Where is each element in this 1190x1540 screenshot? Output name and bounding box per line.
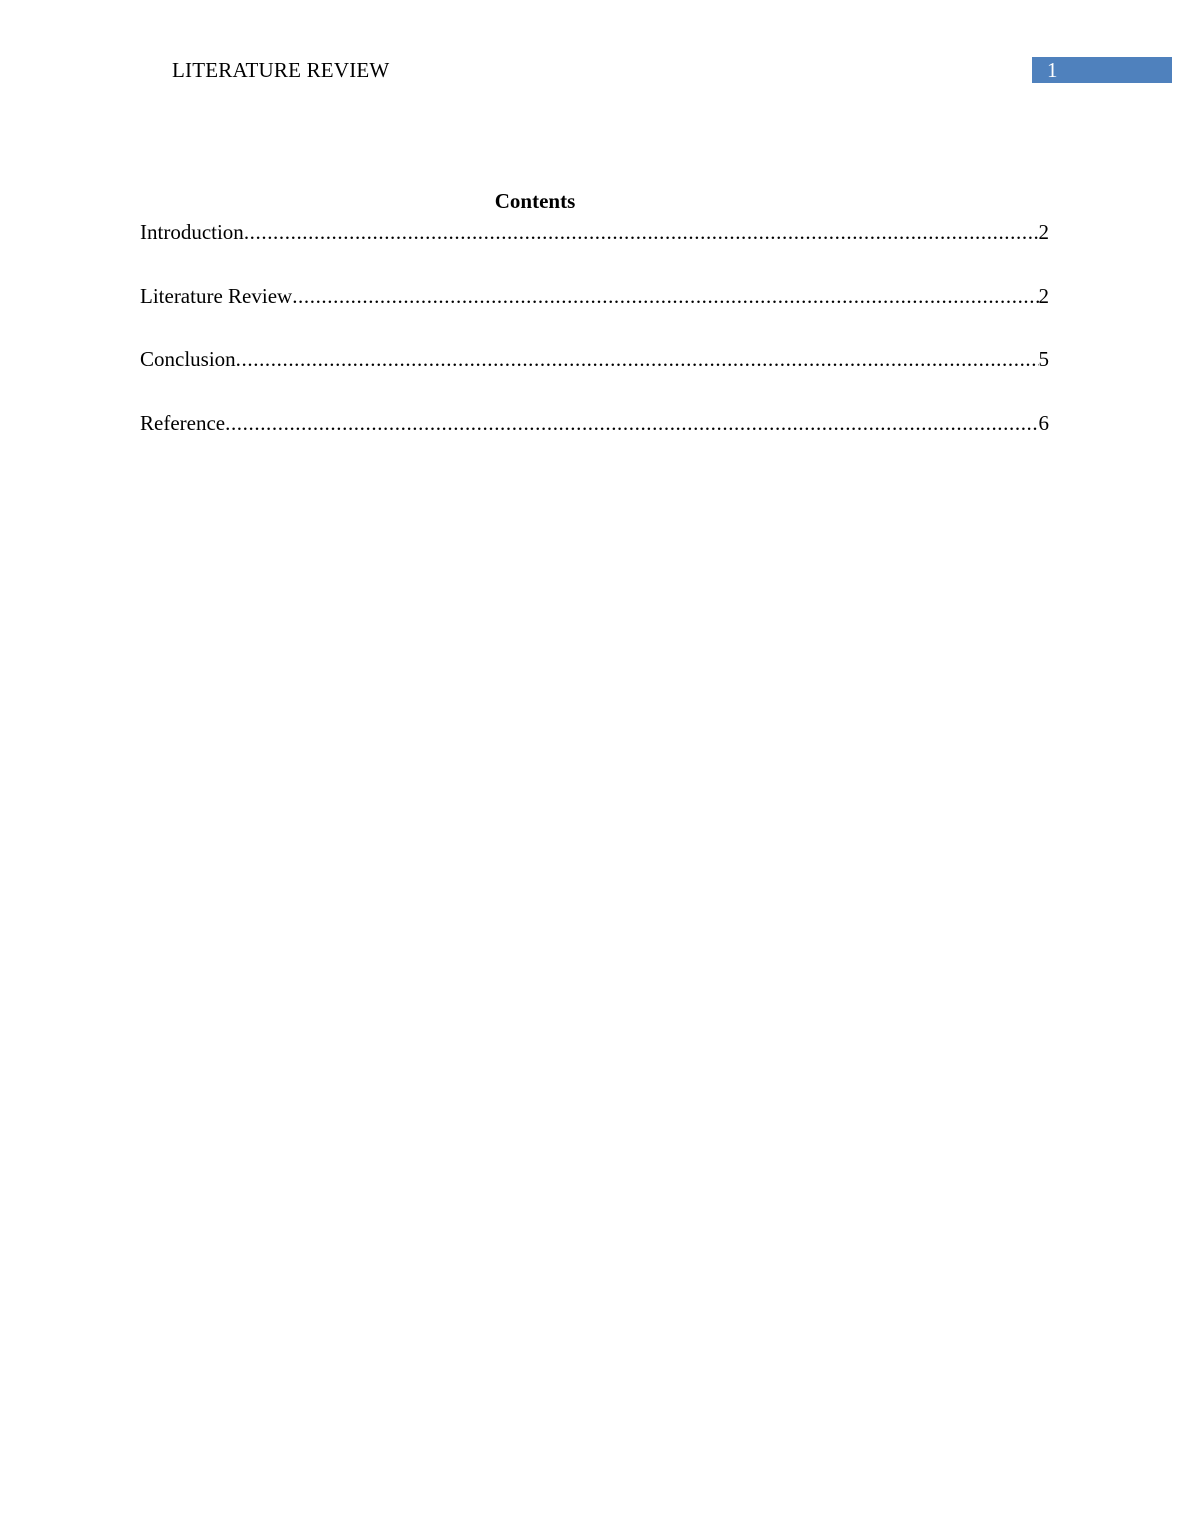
toc-entry-page: 2 — [1038, 220, 1049, 244]
toc-entry-conclusion[interactable] — [140, 345, 1049, 373]
toc-heading: Contents — [494, 189, 576, 213]
page-number: 1 — [1047, 58, 1058, 82]
toc-entry-page: 5 — [1038, 347, 1049, 371]
toc-dot-leader — [244, 218, 1039, 246]
toc-entry-literature-review[interactable] — [140, 282, 1049, 310]
table-of-contents — [140, 218, 1049, 472]
toc-entry-label: Literature Review — [140, 283, 293, 308]
toc-dot-leader — [225, 409, 1038, 437]
toc-dot-leader — [236, 345, 1039, 373]
toc-dot-leader — [292, 282, 1038, 310]
toc-entry-page: 2 — [1038, 283, 1049, 308]
toc-entry-label: Conclusion — [140, 347, 236, 371]
toc-entry-reference[interactable] — [140, 409, 1049, 437]
toc-entry-label: Reference — [140, 410, 226, 435]
toc-entry-introduction[interactable] — [140, 218, 1049, 246]
running-head-title: LITERATURE REVIEW — [172, 58, 390, 82]
toc-entry-page: 6 — [1038, 410, 1049, 435]
toc-entry-label: Introduction — [140, 220, 244, 244]
page-number-badge — [1032, 57, 1172, 83]
